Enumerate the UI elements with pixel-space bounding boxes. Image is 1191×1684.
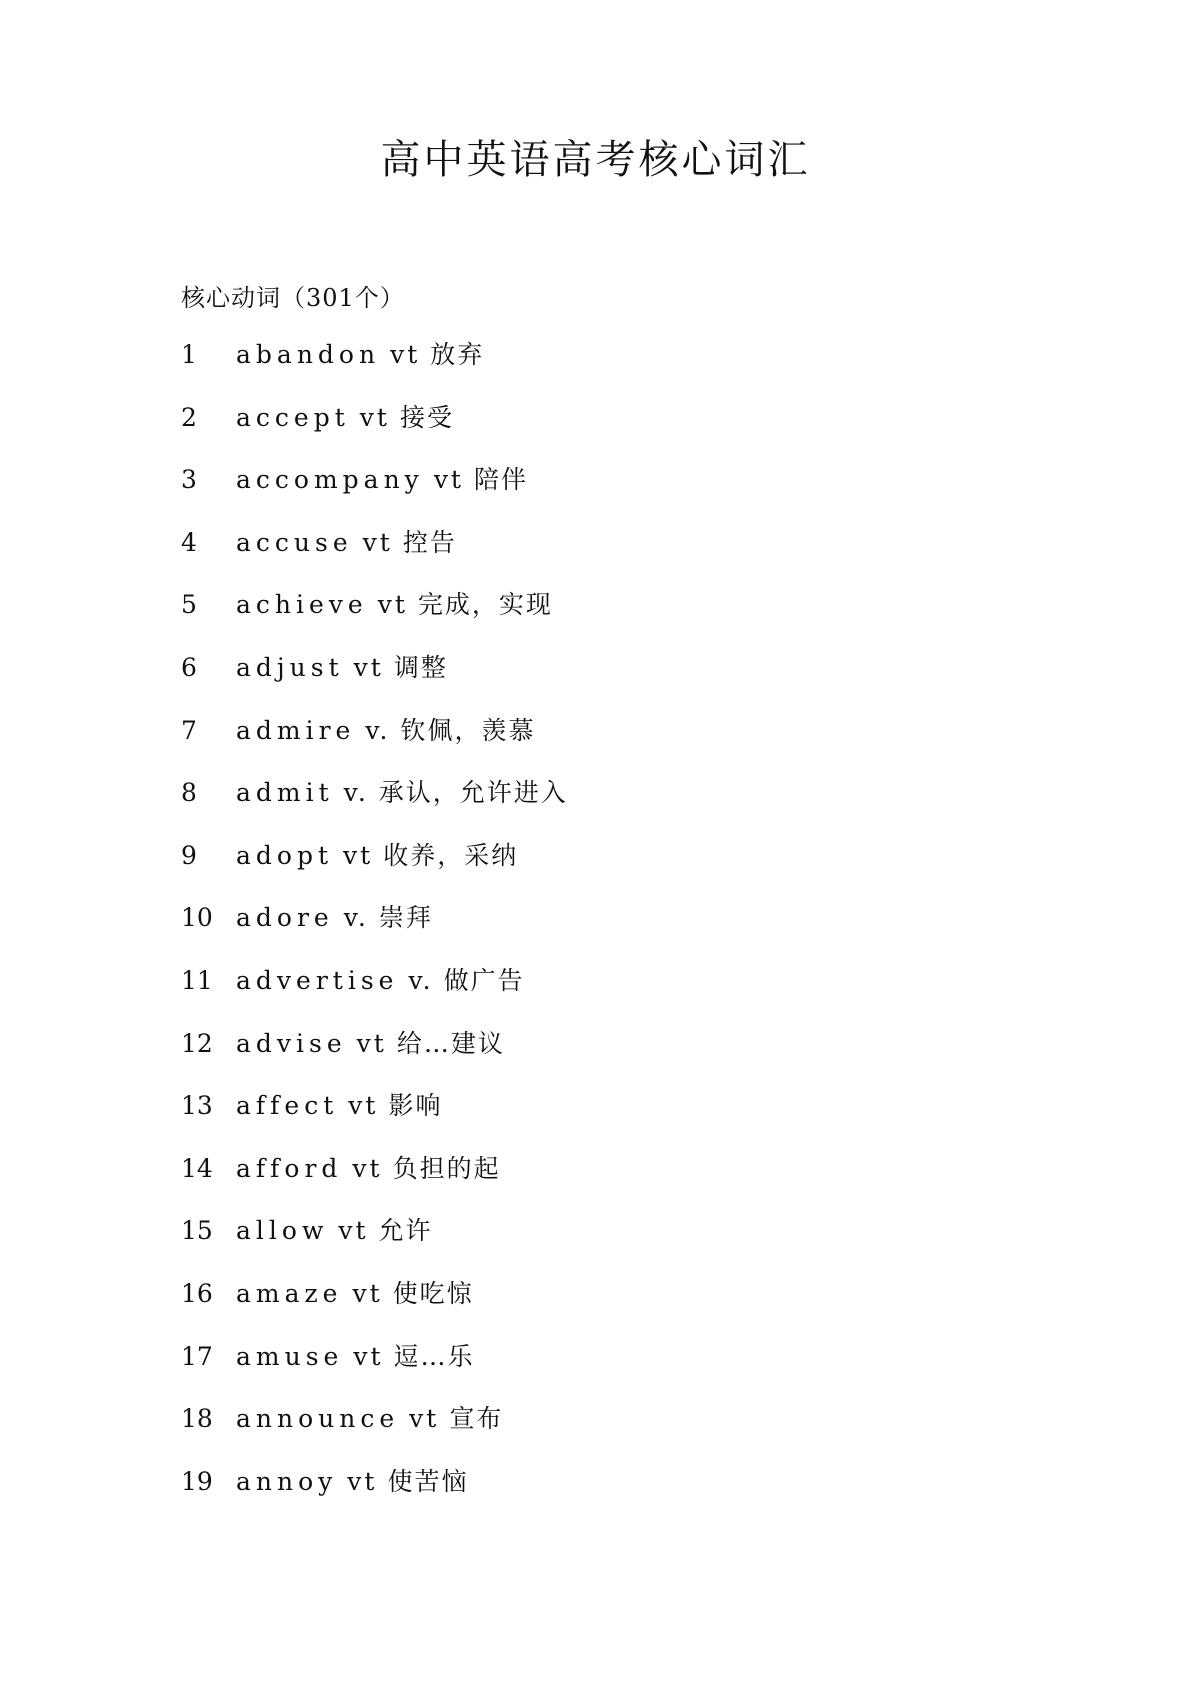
vocabulary-entry [181,340,568,403]
entry-part-of-speech: vt [433,465,464,495]
entry-word: amuse [236,1341,344,1371]
vocabulary-entry [181,403,568,466]
entry-word: accuse [236,527,353,557]
vocabulary-entry [181,778,568,841]
entry-part-of-speech: vt [348,1091,379,1121]
entry-meaning: 宣布 [449,1404,504,1434]
entry-meaning: 逗…乐 [393,1341,475,1371]
entry-word: affect [236,1091,339,1121]
entry-number: 5 [181,590,197,620]
entry-part-of-speech: vt [409,1404,440,1434]
vocabulary-entry [181,841,568,904]
entry-part-of-speech: v. [343,903,369,933]
entry-part-of-speech: vt [362,527,393,557]
entry-number: 6 [181,652,197,682]
entry-meaning: 承认，允许进入 [378,778,568,808]
entry-number: 4 [181,527,197,557]
entry-number: 16 [181,1278,213,1308]
entry-number: 17 [181,1341,213,1371]
entry-number: 8 [181,778,197,808]
entry-part-of-speech: vt [390,340,421,369]
entry-part-of-speech: v. [343,778,369,808]
entry-part-of-speech: vt [343,840,374,870]
vocabulary-entry [181,1467,568,1530]
entry-word: admire [236,715,356,745]
entry-part-of-speech: vt [377,590,408,620]
vocabulary-entry [181,465,568,528]
entry-meaning: 陪伴 [473,465,528,495]
entry-word: announce [236,1404,400,1434]
entry-part-of-speech: vt [353,652,384,682]
entry-part-of-speech: vt [353,1341,384,1371]
entry-word: annoy [236,1466,338,1496]
entry-part-of-speech: vt [356,1028,387,1058]
vocabulary-entry [181,1029,568,1092]
vocabulary-entry [181,1216,568,1279]
entry-meaning: 负担的起 [392,1153,501,1183]
entry-part-of-speech: vt [359,402,390,432]
entry-part-of-speech: vt [338,1216,369,1246]
entry-word: accompany [236,465,424,495]
page-title: 高中英语高考核心词汇 [380,137,811,183]
entry-word: achieve [236,590,368,620]
entry-part-of-speech: v. [365,715,391,745]
entry-number: 10 [181,903,213,933]
entry-meaning: 接受 [399,402,454,432]
entry-word: adore [236,903,334,933]
entry-word: advertise [236,965,399,995]
entry-meaning: 影响 [388,1091,443,1121]
section-heading: 核心动词（301个） [181,284,405,312]
entry-word: abandon [236,340,381,369]
entry-meaning: 放弃 [430,340,485,369]
vocabulary-entry [181,1404,568,1467]
entry-meaning: 完成，实现 [417,590,553,620]
entry-word: accept [236,402,350,432]
entry-meaning: 钦佩，羡慕 [400,715,536,745]
entry-word: afford [236,1153,343,1183]
entry-number: 2 [181,402,197,432]
entry-word: allow [236,1216,329,1246]
entry-word: advise [236,1028,347,1058]
entry-number: 12 [181,1028,213,1058]
entry-part-of-speech: vt [352,1278,383,1308]
entry-part-of-speech: v. [408,965,434,995]
entry-meaning: 使吃惊 [392,1278,474,1308]
vocabulary-entry [181,966,568,1029]
entry-number: 11 [181,965,213,995]
entry-number: 7 [181,715,197,745]
entry-number: 14 [181,1153,213,1183]
vocabulary-entry [181,1091,568,1154]
vocabulary-entry [181,590,568,653]
entry-word: amaze [236,1278,343,1308]
vocabulary-entry [181,1279,568,1342]
vocabulary-entry [181,903,568,966]
vocabulary-entry [181,716,568,779]
entry-word: adopt [236,840,334,870]
entry-meaning: 崇拜 [378,903,433,933]
vocabulary-list [181,340,568,1529]
entry-number: 1 [181,340,197,369]
entry-meaning: 给…建议 [396,1028,505,1058]
entry-word: adjust [236,652,344,682]
entry-meaning: 控告 [402,527,457,557]
entry-number: 18 [181,1404,213,1434]
entry-part-of-speech: vt [347,1466,378,1496]
vocabulary-entry [181,1154,568,1217]
entry-meaning: 做广告 [443,965,525,995]
entry-number: 15 [181,1216,213,1246]
entry-meaning: 收养，采纳 [383,840,519,870]
vocabulary-entry [181,653,568,716]
entry-part-of-speech: vt [352,1153,383,1183]
entry-meaning: 调整 [393,652,448,682]
entry-meaning: 使苦恼 [387,1466,469,1496]
entry-word: admit [236,778,334,808]
vocabulary-entry [181,1342,568,1405]
entry-number: 19 [181,1466,213,1496]
entry-number: 13 [181,1091,213,1121]
entry-number: 3 [181,465,197,495]
entry-meaning: 允许 [378,1216,433,1246]
entry-number: 9 [181,840,197,870]
vocabulary-entry [181,528,568,591]
